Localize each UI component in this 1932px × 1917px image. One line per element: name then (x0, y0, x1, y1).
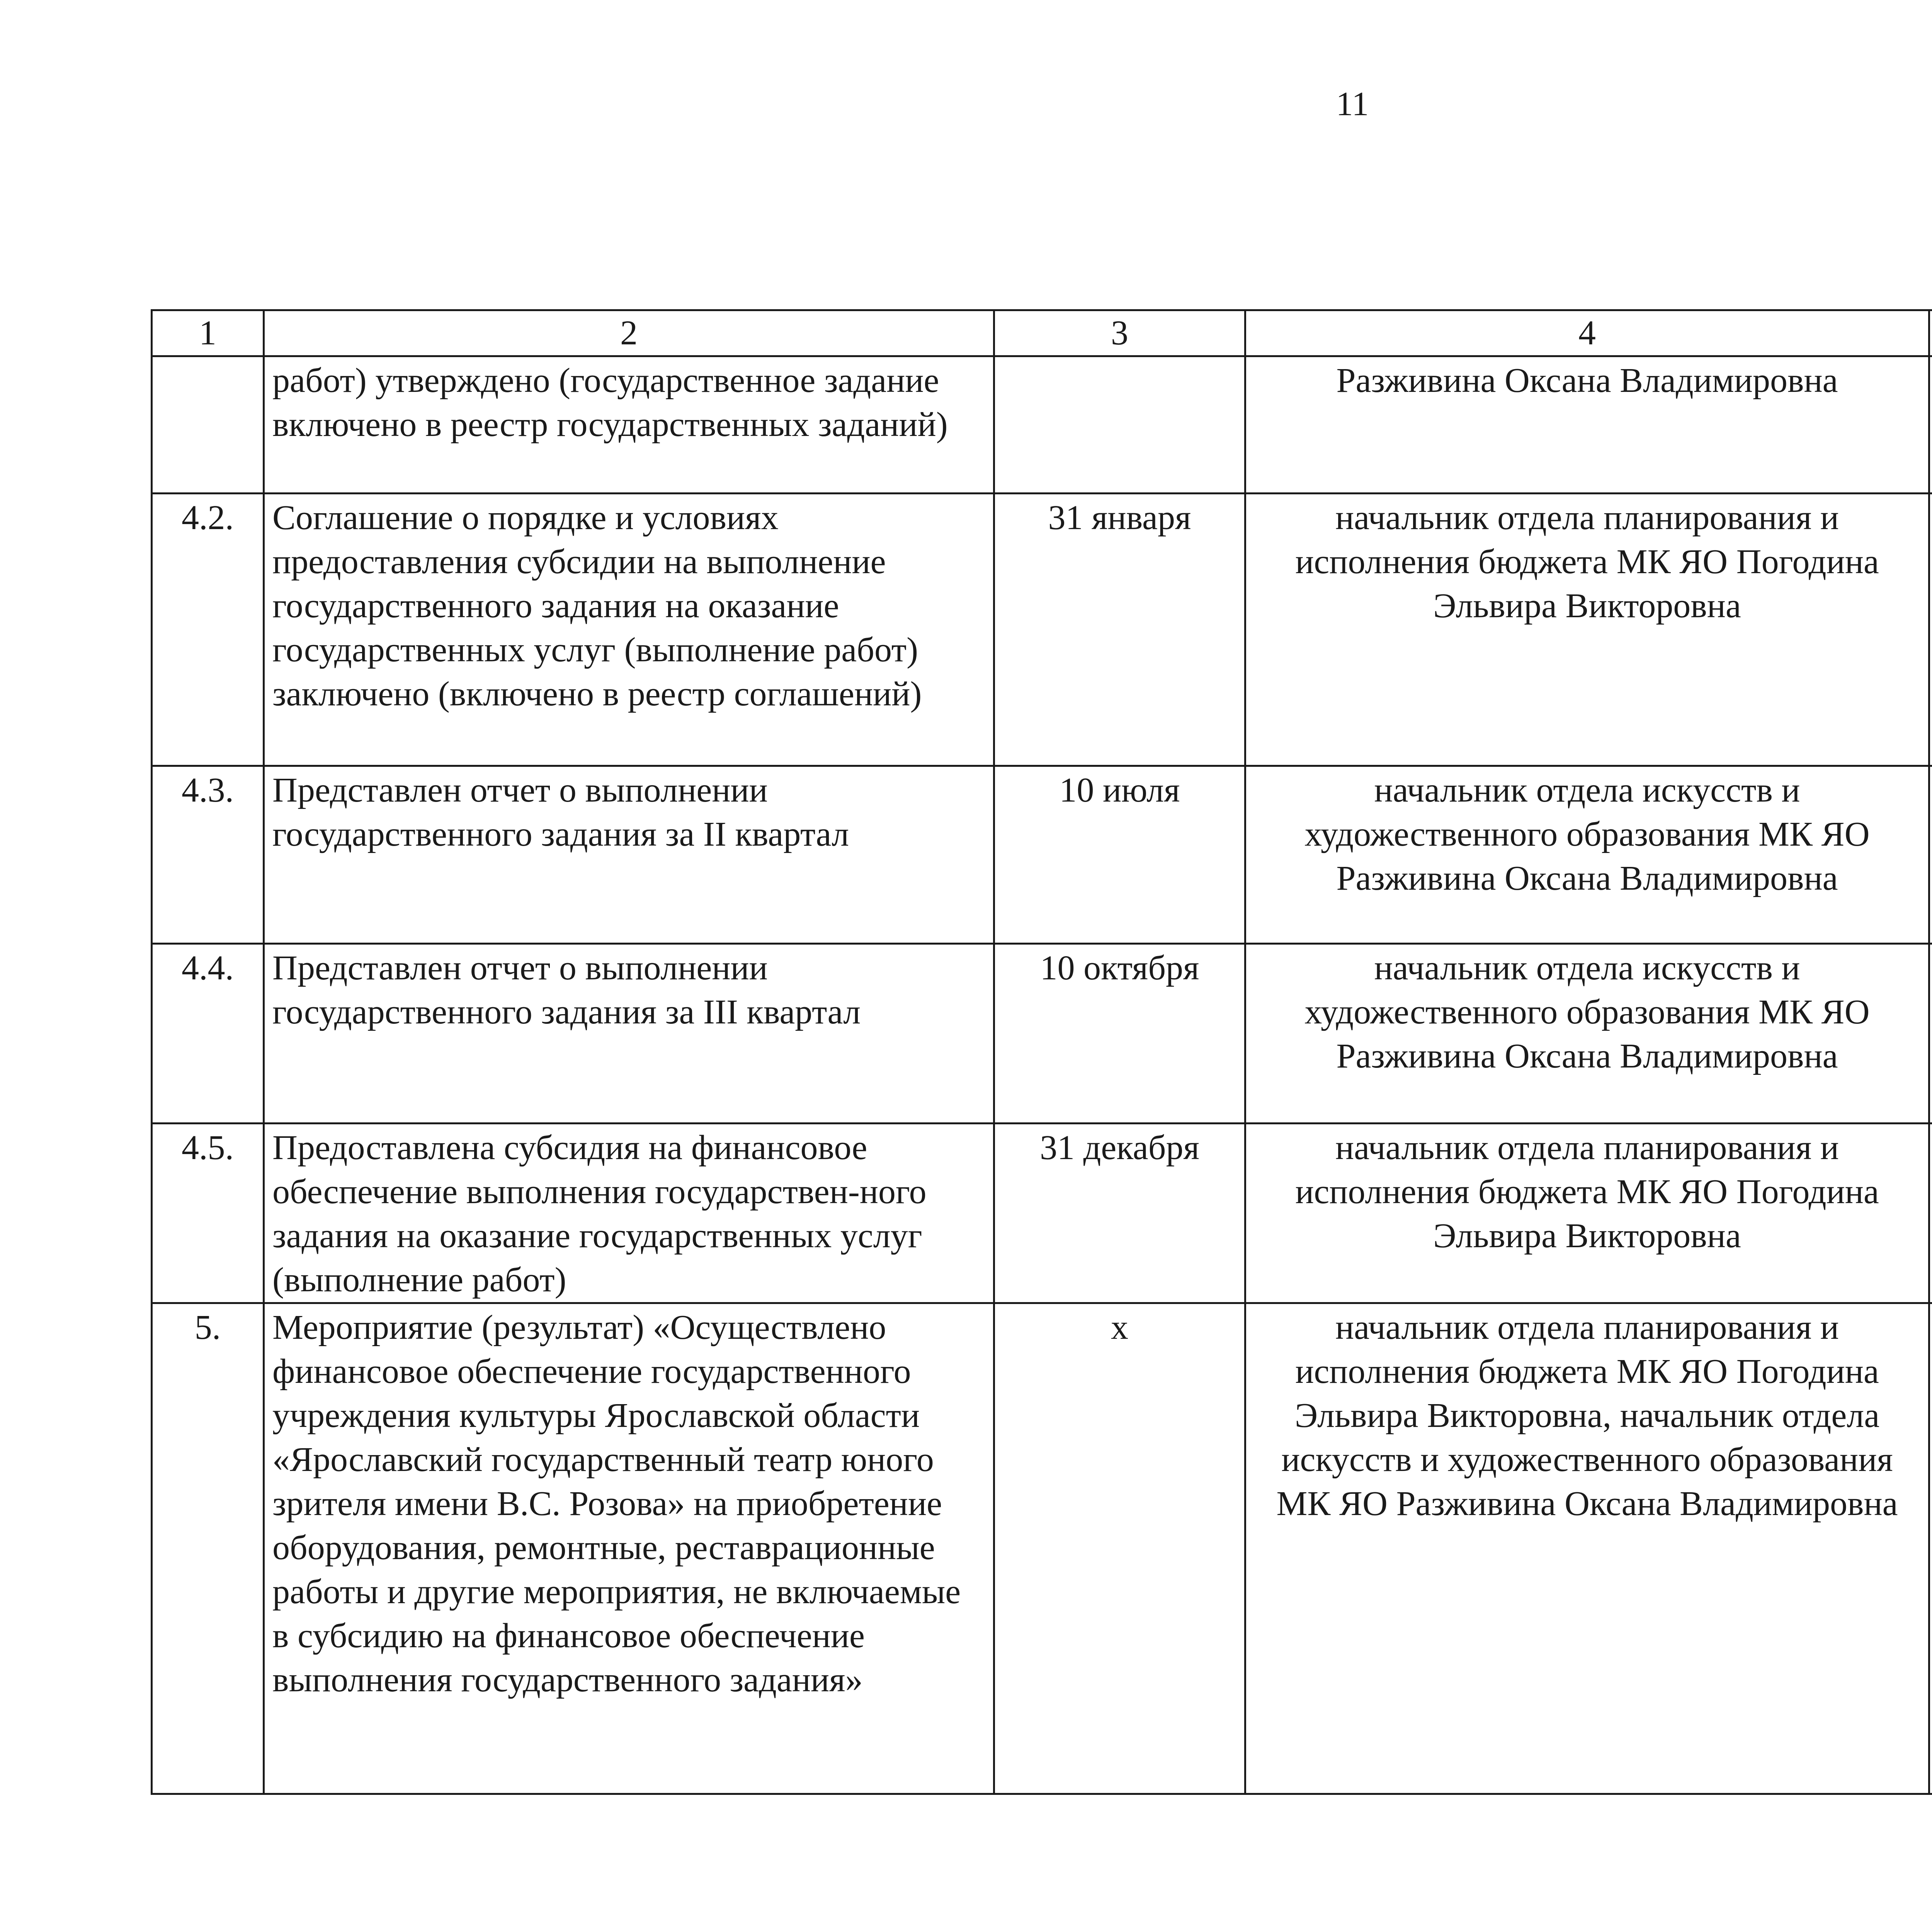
responsible: начальник отдела планирования и исполнения бюджета МК ЯО Погодина Эльвира Викторовна (1245, 1124, 1929, 1303)
table-header-row (152, 310, 1932, 356)
table-row (152, 766, 1932, 944)
responsible: начальник отдела искусств и художественного образования МК ЯО Разживина Оксана Владимировна (1245, 944, 1929, 1124)
deadline: 31 декабря (994, 1124, 1245, 1303)
event-text: Мероприятие (результат) «Осуществлено финансовое обеспечение государственного учреждения культуры Ярославской области «Ярославский государственный театр юного зрителя имени В.С. Розова» на приобретение оборудования, ремонтные, реставрационные работы и другие мероприятия, не включаемые в субсидию на финансовое обеспечение выполнения государственного задания» (264, 1303, 994, 1794)
deadline: 10 октября (994, 944, 1245, 1124)
document-type (1929, 1124, 1932, 1303)
row-number: 4.3. (152, 766, 264, 944)
header-cell: 1 (152, 310, 264, 356)
table-row (152, 1303, 1932, 1794)
event-text: работ) утверждено (государственное задание включено в реестр государственных заданий) (264, 356, 994, 494)
header-cell (1929, 310, 1932, 356)
document-type (1929, 494, 1932, 766)
document-type (1929, 356, 1932, 494)
row-number (152, 356, 264, 494)
event-text: Предоставлена субсидия на финансовое обеспечение выполнения государствен-ного задания на оказание государственных услуг (выполнение работ) (264, 1124, 994, 1303)
row-number: 4.4. (152, 944, 264, 1124)
event-text: Представлен отчет о выполнении государственного задания за III квартал (264, 944, 994, 1124)
document-type (1929, 944, 1932, 1124)
responsible: Разживина Оксана Владимировна (1245, 356, 1929, 494)
header-cell: 4 (1245, 310, 1929, 356)
deadline: 10 июля (994, 766, 1245, 944)
responsible: начальник отдела искусств и художественного образования МК ЯО Разживина Оксана Владимировна (1245, 766, 1929, 944)
event-text: Представлен отчет о выполнении государственного задания за II квартал (264, 766, 994, 944)
deadline (994, 356, 1245, 494)
plan-table (151, 309, 1932, 1795)
event-text: Соглашение о порядке и условиях предоставления субсидии на выполнение государственного задания на оказание государственных услуг (выполнение работ) заключено (включено в реестр соглашений) (264, 494, 994, 766)
page-number: 11 (1336, 85, 1369, 123)
header-cell: 3 (994, 310, 1245, 356)
table-row (152, 944, 1932, 1124)
document-type (1929, 1303, 1932, 1794)
responsible: начальник отдела планирования и исполнения бюджета МК ЯО Погодина Эльвира Викторовна, начальник отдела искусств и художественного образования МК ЯО Разживина Оксана Владимировна (1245, 1303, 1929, 1794)
row-number: 4.2. (152, 494, 264, 766)
responsible: начальник отдела планирования и исполнения бюджета МК ЯО Погодина Эльвира Викторовна (1245, 494, 1929, 766)
table-row (152, 494, 1932, 766)
document-type (1929, 766, 1932, 944)
table-row (152, 356, 1932, 494)
table-row (152, 1124, 1932, 1303)
deadline: 31 января (994, 494, 1245, 766)
deadline: х (994, 1303, 1245, 1794)
header-cell: 2 (264, 310, 994, 356)
row-number: 5. (152, 1303, 264, 1794)
row-number: 4.5. (152, 1124, 264, 1303)
